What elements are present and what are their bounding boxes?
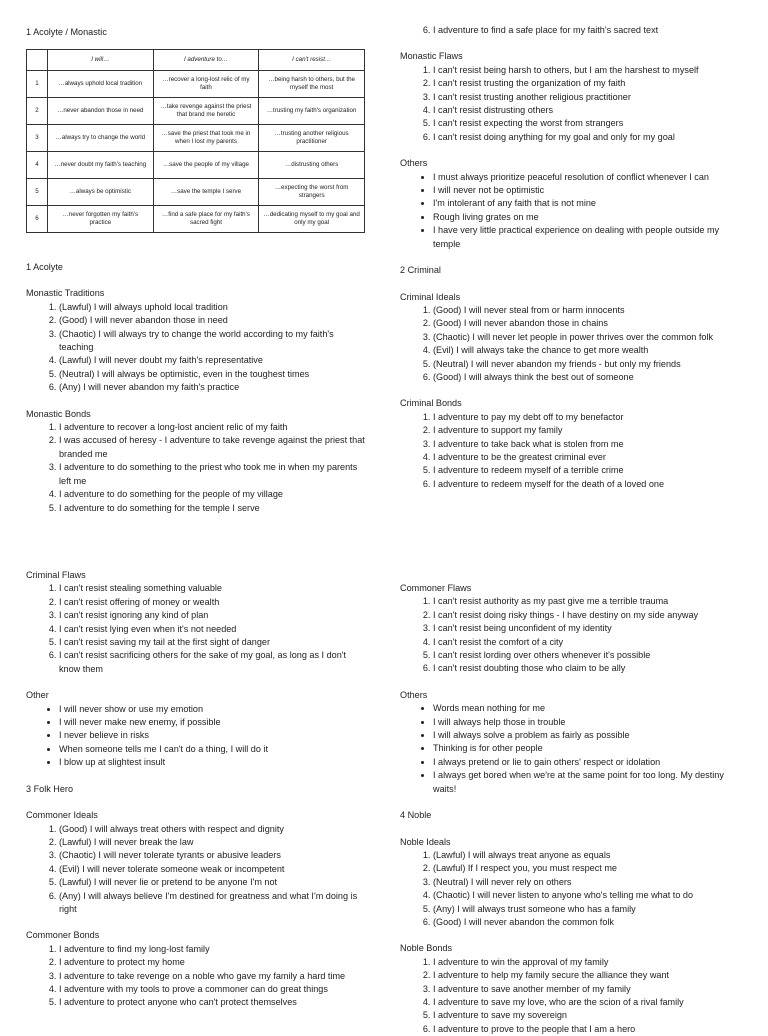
table-cell: …take revenge against the priest that brand me heretic <box>153 98 259 125</box>
list-item: 3. I adventure to save another member of my family <box>433 983 740 996</box>
list-item: • When someone tells me I can't do a thing, I will do it <box>59 743 366 756</box>
list-item: 3. I adventure to do something to the priest who took me in when my parents left me <box>59 461 366 488</box>
bonds-list <box>26 943 366 1010</box>
list-item: • I will never not be optimistic <box>433 184 740 197</box>
list-item: 2. I adventure to help my family secure the alliance they want <box>433 969 740 982</box>
list-item: 3. (Chaotic) I will always try to change the world according to my faith's teaching <box>59 328 366 355</box>
ideals-list <box>26 823 366 917</box>
table-cell: …dedicating myself to my goal and only my goal <box>259 206 365 233</box>
table-cell: 2 <box>27 98 48 125</box>
list-item: • I have very little practical experience on dealing with people outside my temple <box>433 224 740 251</box>
list-item: 2. I adventure to support my family <box>433 424 740 437</box>
table-cell: …never forgotten my faith's practice <box>48 206 154 233</box>
list-item: • I must always prioritize peaceful resolution of conflict whenever I can <box>433 171 740 184</box>
list-item: • I will never make new enemy, if possible <box>59 716 366 729</box>
table-header-row <box>27 50 365 71</box>
list-item: 1. I adventure to find my long-lost family <box>59 943 366 956</box>
section-acolyte-monastic <box>26 26 366 233</box>
list-item: 6. I adventure to redeem myself for the death of a loved one <box>433 478 740 491</box>
list-item: 1. I can't resist authority as my past give me a terrible trauma <box>433 595 740 608</box>
table-cell: …recover a long-lost relic of my faith <box>153 71 259 98</box>
table-row <box>27 98 365 125</box>
list-item: 3. (Chaotic) I will never tolerate tyrants or abusive leaders <box>59 849 366 862</box>
list-item: 2. I adventure to protect my home <box>59 956 366 969</box>
section-folk-hero-continued <box>400 582 740 1036</box>
table-cell: 1 <box>27 71 48 98</box>
flaws-list <box>26 582 366 676</box>
list-item: • I never believe in risks <box>59 729 366 742</box>
subsection-title: Noble Bonds <box>400 943 453 954</box>
list-item: 4. (Evil) I will always take the chance to get more wealth <box>433 344 740 357</box>
list-item: 3. I can't resist trusting another religious practitioner <box>433 91 740 104</box>
list-item: 4. (Evil) I will never tolerate someone weak or incompetent <box>59 863 366 876</box>
list-item: 4. I can't resist distrusting others <box>433 104 740 117</box>
list-item: 5. (Lawful) I will never lie or pretend to be anyone I'm not <box>59 876 366 889</box>
section-acolyte <box>26 261 366 515</box>
table-cell: …never doubt my faith's teaching <box>48 152 154 179</box>
list-item: 5. I can't resist saving my tail at the first sight of danger <box>59 636 366 649</box>
list-item: 1. I adventure to recover a long-lost ancient relic of my faith <box>59 421 366 434</box>
list-item: 4. I adventure with my tools to prove a commoner can do great things <box>59 983 366 996</box>
list-item: 1. I can't resist being harsh to others, but I am the harshest to myself <box>433 64 740 77</box>
list-item: 3. (Neutral) I will never rely on others <box>433 876 740 889</box>
list-item: 4. (Lawful) I will never doubt my faith's representative <box>59 354 366 367</box>
list-item: • I will never show or use my emotion <box>59 703 366 716</box>
table-cell: …always try to change the world <box>48 125 154 152</box>
subsection-title: Commoner Ideals <box>26 810 98 821</box>
traditions-list <box>26 301 366 395</box>
list-item: 6. I can't resist doubting those who claim to be ally <box>433 662 740 675</box>
list-item: 6. (Any) I will never abandon my faith's practice <box>59 381 366 394</box>
list-item: 6. I adventure to prove to the people that I am a hero <box>433 1023 740 1036</box>
ideals-list <box>400 304 740 384</box>
list-item: • I will always solve a problem as fairly as possible <box>433 729 740 742</box>
bonds-list-continued <box>400 24 740 37</box>
list-item: 5. I adventure to save my sovereign <box>433 1009 740 1022</box>
list-item: 1. (Lawful) I will always uphold local tradition <box>59 301 366 314</box>
table-row <box>27 152 365 179</box>
table-cell: …trusting another religious practitioner <box>259 125 365 152</box>
table-cell: …always be optimistic <box>48 179 154 206</box>
list-item: • I always pretend or lie to gain others' respect or idolation <box>433 756 740 769</box>
list-item: 5. I can't resist expecting the worst from strangers <box>433 117 740 130</box>
list-item: 6. (Any) I will always believe I'm destined for greatness and what I'm doing is right <box>59 890 366 917</box>
list-item: • Thinking is for other people <box>433 742 740 755</box>
list-item: 5. I adventure to redeem myself of a terrible crime <box>433 464 740 477</box>
list-item: 2. I was accused of heresy - I adventure to take revenge against the priest that branded me <box>59 434 366 461</box>
table-row <box>27 179 365 206</box>
list-item: 6. I can't resist sacrificing others for the sake of my goal, as long as I don't know them <box>59 649 366 676</box>
section-title: 3 Folk Hero <box>26 783 74 794</box>
list-item: 1. I adventure to pay my debt off to my benefactor <box>433 411 740 424</box>
section-title: 1 Acolyte <box>26 262 63 272</box>
trait-table <box>26 49 365 233</box>
subsection-title: Monastic Bonds <box>26 408 91 419</box>
section-title: 4 Noble <box>400 810 432 821</box>
list-item: 3. I adventure to take revenge on a noble who gave my family a hard time <box>59 970 366 983</box>
list-item: • I will always help those in trouble <box>433 716 740 729</box>
table-cell: …find a safe place for my faith's sacred fight <box>153 206 259 233</box>
section-title: 2 Criminal <box>400 265 441 276</box>
bonds-list <box>400 411 740 491</box>
table-cell: 6 <box>27 206 48 233</box>
list-item: 4. I can't resist lying even when it's not needed <box>59 623 366 636</box>
table-cell: …distrusting others <box>259 152 365 179</box>
subsection-title: Monastic Flaws <box>400 51 463 62</box>
list-item: 2. (Lawful) If I respect you, you must respect me <box>433 862 740 875</box>
other-list <box>26 703 366 770</box>
table-row <box>27 125 365 152</box>
list-item: • I always get bored when we're at the same point for too long. My destiny waits! <box>433 769 740 796</box>
table-cell: …never abandon those in need <box>48 98 154 125</box>
list-item: 2. (Good) I will never abandon those in need <box>59 314 366 327</box>
list-item: 2. I can't resist trusting the organization of my faith <box>433 77 740 90</box>
list-item: 3. (Chaotic) I will never let people in power thrives over the common folk <box>433 331 740 344</box>
list-item: • I'm intolerant of any faith that is not mine <box>433 197 740 210</box>
list-item: 6. (Good) I will never abandon the common folk <box>433 916 740 929</box>
section-criminal-continued <box>26 569 366 1010</box>
table-header <box>27 50 48 71</box>
subsection-title: Noble Ideals <box>400 836 451 847</box>
list-item: 1. (Good) I will always treat others with respect and dignity <box>59 823 366 836</box>
list-item: • I blow up at slightest insult <box>59 756 366 769</box>
others-list <box>400 702 740 796</box>
list-item: 3. I can't resist being unconfident of my identity <box>433 622 740 635</box>
list-item: 3. I adventure to take back what is stolen from me <box>433 438 740 451</box>
subsection-title: Criminal Ideals <box>400 291 461 302</box>
list-item: 2. I can't resist doing risky things - I have destiny on my side anyway <box>433 609 740 622</box>
list-item: 2. (Good) I will never abandon those in chains <box>433 317 740 330</box>
subsection-title: Monastic Traditions <box>26 288 105 299</box>
subsection-title: Criminal Bonds <box>400 398 462 409</box>
table-cell: …trusting my faith's organization <box>259 98 365 125</box>
list-item: 5. I adventure to do something for the temple I serve <box>59 502 366 515</box>
list-item: 5. (Neutral) I will never abandon my friends - but only my friends <box>433 358 740 371</box>
table-cell: 5 <box>27 179 48 206</box>
table-cell: …save the priest that took me in when I lost my parents <box>153 125 259 152</box>
list-item: 1. (Lawful) I will always treat anyone as equals <box>433 849 740 862</box>
table-header: I adventure to… <box>153 50 259 71</box>
list-item: • Words mean nothing for me <box>433 702 740 715</box>
subsection-title: Commoner Bonds <box>26 930 100 941</box>
flaws-list <box>400 595 740 675</box>
subsection-title: Others <box>400 689 428 700</box>
subsection-title: Other <box>26 690 49 701</box>
list-item: 1. I can't resist stealing something valuable <box>59 582 366 595</box>
list-item: 6. I can't resist doing anything for my goal and only for my goal <box>433 131 740 144</box>
subsection-title: Commoner Flaws <box>400 583 472 593</box>
list-item: 5. (Any) I will always trust someone who has a family <box>433 903 740 916</box>
table-cell: 4 <box>27 152 48 179</box>
list-item: 6. I adventure to find a safe place for my faith's sacred text <box>433 24 740 37</box>
list-item: 4. I adventure to be the greatest criminal ever <box>433 451 740 464</box>
flaws-list <box>400 64 740 144</box>
table-header: I can't resist… <box>259 50 365 71</box>
ideals-list <box>400 849 740 929</box>
list-item: 2. I can't resist offering of money or wealth <box>59 596 366 609</box>
list-item: 4. (Chaotic) I will never listen to anyone who's telling me what to do <box>433 889 740 902</box>
list-item: 4. I can't resist the comfort of a city <box>433 636 740 649</box>
section-monastic-continued <box>400 24 740 491</box>
others-list <box>400 171 740 251</box>
table-cell: …always uphold local tradition <box>48 71 154 98</box>
table-cell: 3 <box>27 125 48 152</box>
list-item: 5. I can't resist lording over others whenever it's possible <box>433 649 740 662</box>
list-item: 4. I adventure to save my love, who are the scion of a rival family <box>433 996 740 1009</box>
section-title: 1 Acolyte / Monastic <box>26 27 107 37</box>
list-item: 6. (Good) I will always think the best out of someone <box>433 371 740 384</box>
list-item: 3. I can't resist ignoring any kind of plan <box>59 609 366 622</box>
subsection-title: Criminal Flaws <box>26 570 86 580</box>
bonds-list <box>26 421 366 515</box>
list-item: 4. I adventure to do something for the people of my village <box>59 488 366 501</box>
table-cell: …expecting the worst from strangers <box>259 179 365 206</box>
table-cell: …save the temple I serve <box>153 179 259 206</box>
table-cell: …save the people of my village <box>153 152 259 179</box>
table-row <box>27 71 365 98</box>
table-row <box>27 206 365 233</box>
table-header: I will… <box>48 50 154 71</box>
list-item: • Rough living grates on me <box>433 211 740 224</box>
table-cell: …being harsh to others, but the myself the most <box>259 71 365 98</box>
list-item: 1. I adventure to win the approval of my family <box>433 956 740 969</box>
list-item: 5. I adventure to protect anyone who can't protect themselves <box>59 996 366 1009</box>
subsection-title: Others <box>400 158 428 169</box>
list-item: 1. (Good) I will never steal from or harm innocents <box>433 304 740 317</box>
list-item: 2. (Lawful) I will never break the law <box>59 836 366 849</box>
list-item: 5. (Neutral) I will always be optimistic, even in the toughest times <box>59 368 366 381</box>
